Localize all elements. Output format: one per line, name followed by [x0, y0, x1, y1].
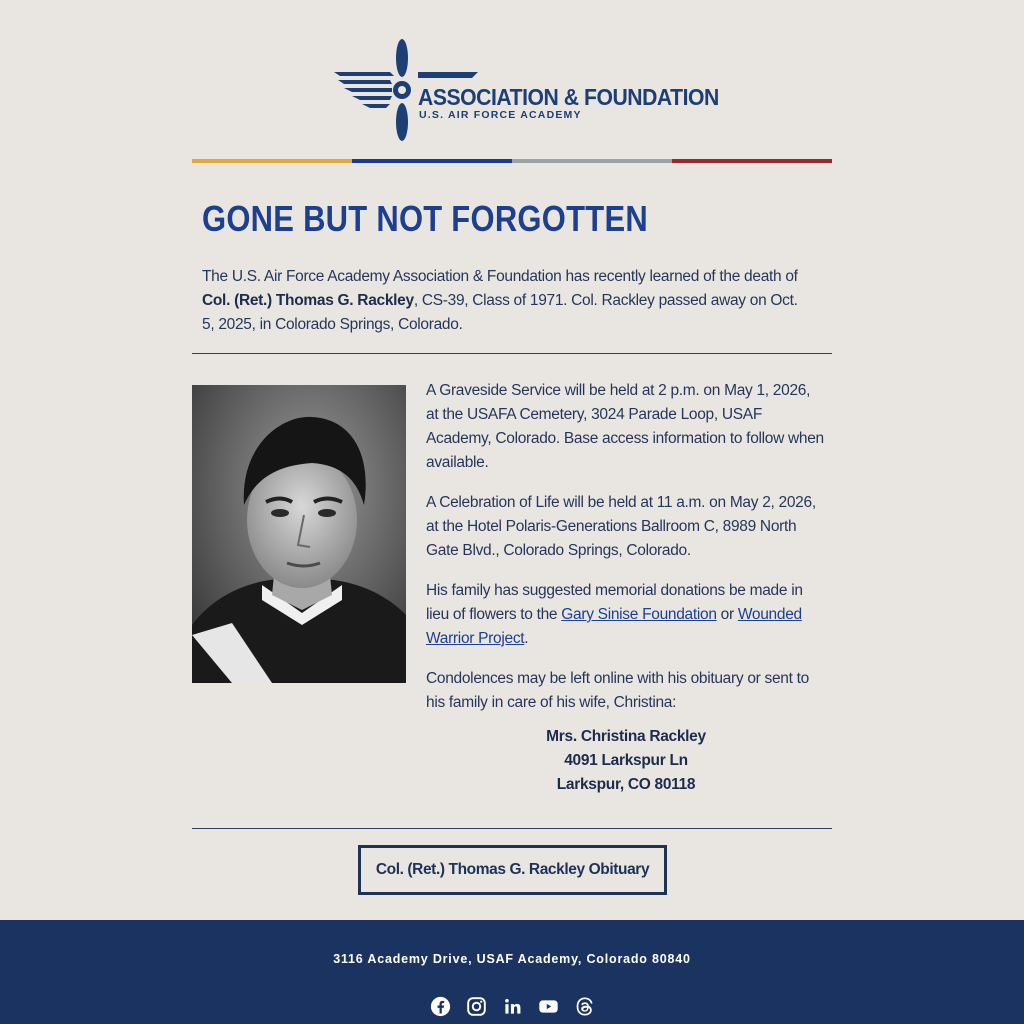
color-stripe [192, 159, 832, 163]
donations-text-mid: or [716, 606, 738, 623]
mailing-address [426, 725, 826, 797]
condolences-paragraph: Condolences may be left online with his obituary or sent to his family in care of his wife, Christina: [426, 670, 809, 711]
obituary-button[interactable]: Col. (Ret.) Thomas G. Rackley Obituary [358, 845, 667, 895]
logo-subtitle: U.S. AIR FORCE ACADEMY [419, 109, 582, 121]
stripe-gold [192, 159, 352, 163]
footer-address: 3116 Academy Drive, USAF Academy, Colorado 80840 [333, 952, 691, 966]
donations-text-before: His family has suggested memorial donations be made in lieu of flowers to the [426, 582, 803, 623]
divider-top [192, 353, 832, 354]
instagram-icon[interactable] [465, 994, 487, 1018]
page-title: GONE BUT NOT FORGOTTEN [202, 198, 648, 239]
portrait-image [192, 385, 406, 683]
stripe-navy [352, 159, 512, 163]
logo-title: ASSOCIATION & FOUNDATION [418, 84, 719, 110]
donations-paragraph [426, 579, 826, 651]
facebook-icon[interactable] [429, 994, 451, 1018]
linkedin-icon[interactable] [501, 994, 523, 1018]
service-details [426, 379, 826, 797]
association-logo[interactable] [332, 38, 719, 142]
intro-text-after: , CS-39, Class of 1971. Col. Rackley passed away on Oct. 5, 2025, in Colorado Springs, Colorado. [202, 292, 798, 333]
graveside-paragraph: A Graveside Service will be held at 2 p.m. on May 1, 2026, at the USAFA Cemetery, 3024 Parade Loop, USAF Academy, Colorado. Base access information to follow when available. [426, 382, 824, 471]
address-city: Larkspur, CO 80118 [556, 776, 696, 793]
address-street: 4091 Larkspur Ln [564, 752, 688, 769]
portrait-photo[interactable] [192, 385, 406, 683]
intro-text-before: The U.S. Air Force Academy Association & Foundation has recently learned of the death of [202, 268, 798, 285]
threads-icon[interactable] [573, 994, 595, 1018]
wounded-warrior-project-link[interactable]: Wounded Warrior Project [426, 606, 802, 647]
divider-bottom [192, 828, 832, 829]
social-links [0, 994, 1024, 1018]
address-name: Mrs. Christina Rackley [546, 728, 706, 745]
donations-text-after: . [524, 630, 529, 647]
deceased-name: Col. (Ret.) Thomas G. Rackley [202, 292, 414, 309]
youtube-icon[interactable] [537, 994, 559, 1018]
stripe-red [672, 159, 832, 163]
intro-paragraph [202, 265, 812, 337]
gary-sinise-foundation-link[interactable]: Gary Sinise Foundation [561, 606, 717, 623]
celebration-paragraph: A Celebration of Life will be held at 11 a.m. on May 2, 2026, at the Hotel Polaris-Generations Ballroom C, 8989 North Gate Blvd., Colorado Springs, Colorado. [426, 494, 816, 559]
stripe-silver [512, 159, 672, 163]
